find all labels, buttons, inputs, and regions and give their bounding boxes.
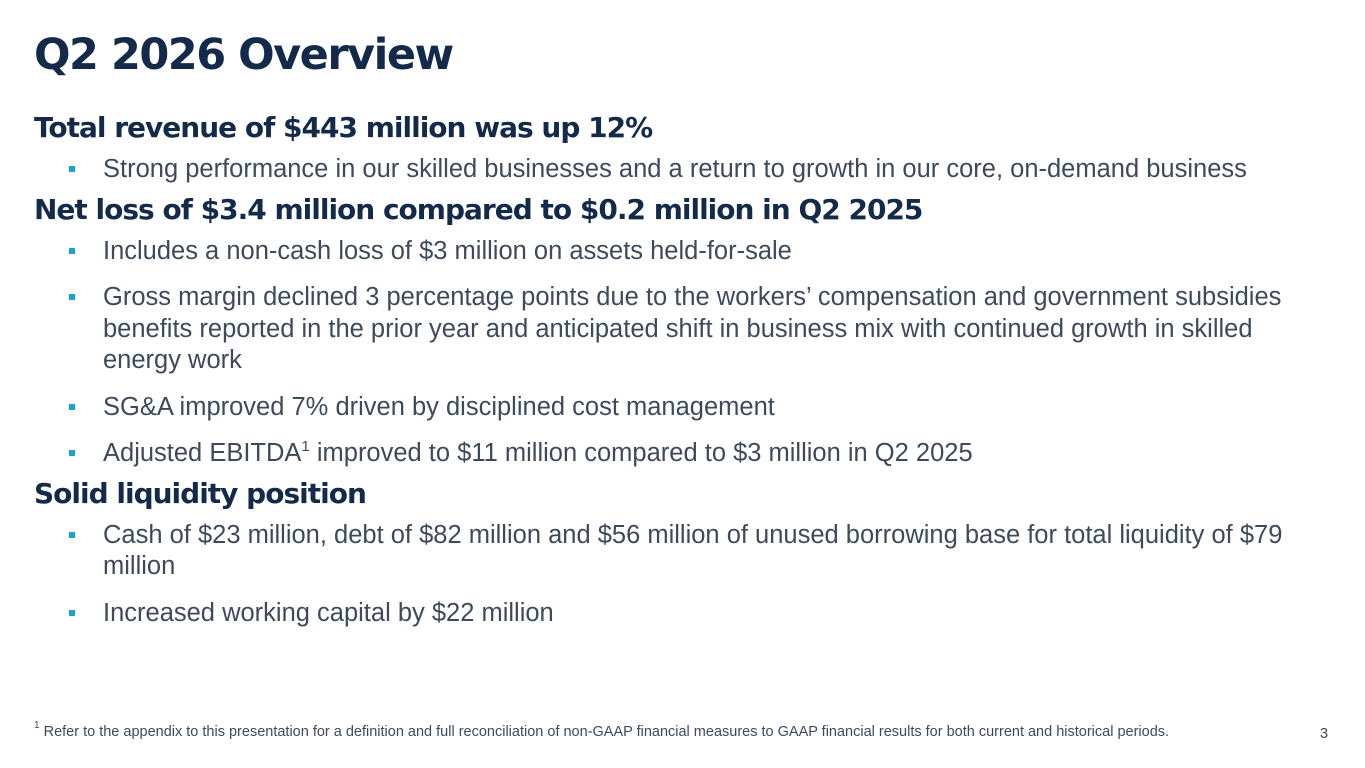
bullet-list (34, 236, 1334, 470)
bullet-text: Gross margin declined 3 percentage points due to the workers’ compensation and government subsidies benefits reported in the prior year and anticipated shift in business mix with continued growth in skilled energy work (103, 283, 1282, 374)
section-net-loss (34, 190, 1334, 470)
bullet-marker-icon (69, 248, 75, 254)
bullet-item (34, 520, 1334, 583)
bullet-text: Strong performance in our skilled businesses and a return to growth in our core, on-demand business (103, 155, 1247, 183)
bullet-text: SG&A improved 7% driven by disciplined cost management (103, 392, 775, 421)
bullet-text: Cash of $23 million, debt of $82 million and $56 million of unused borrowing base for total liquidity of $79 million (103, 520, 1283, 580)
footnote-reference: 1 (301, 437, 310, 455)
footnote (34, 720, 1170, 740)
footnote-marker: 1 (34, 720, 40, 732)
footnote-text: Refer to the appendix to this presentation for a definition and full reconciliation of non-GAAP financial measures to GAAP financial results for both current and historical periods. (39, 724, 1170, 740)
section-heading: Solid liquidity position (34, 476, 366, 510)
bullet-marker-icon (69, 532, 75, 538)
slide-content (34, 108, 1334, 644)
bullet-marker-icon (69, 166, 75, 172)
bullet-list (34, 154, 1334, 186)
bullet-item (34, 598, 1334, 630)
bullet-text: Increased working capital by $22 million (103, 598, 554, 627)
bullet-marker-icon (69, 450, 75, 456)
section-heading: Total revenue of $443 million was up 12% (34, 111, 653, 144)
section-heading: Net loss of $3.4 million compared to $0.2 million in Q2 2025 (34, 192, 923, 226)
bullet-item (34, 282, 1334, 377)
bullet-item (34, 236, 1334, 268)
bullet-item (34, 392, 1334, 424)
section-revenue (34, 108, 1334, 186)
bullet-marker-icon (69, 610, 75, 616)
bullet-marker-icon (69, 404, 75, 410)
bullet-item (34, 154, 1334, 186)
bullet-item (34, 438, 1334, 470)
slide-title: Q2 2026 Overview (34, 30, 453, 80)
bullet-text-prefix: Adjusted EBITDA (103, 439, 302, 467)
bullet-text: Includes a non-cash loss of $3 million on assets held-for-sale (103, 236, 792, 265)
bullet-marker-icon (69, 294, 75, 300)
bullet-text-suffix: improved to $11 million compared to $3 million in Q2 2025 (309, 439, 973, 467)
page-number: 3 (1320, 726, 1329, 742)
section-liquidity (34, 474, 1334, 630)
bullet-list (34, 520, 1334, 630)
